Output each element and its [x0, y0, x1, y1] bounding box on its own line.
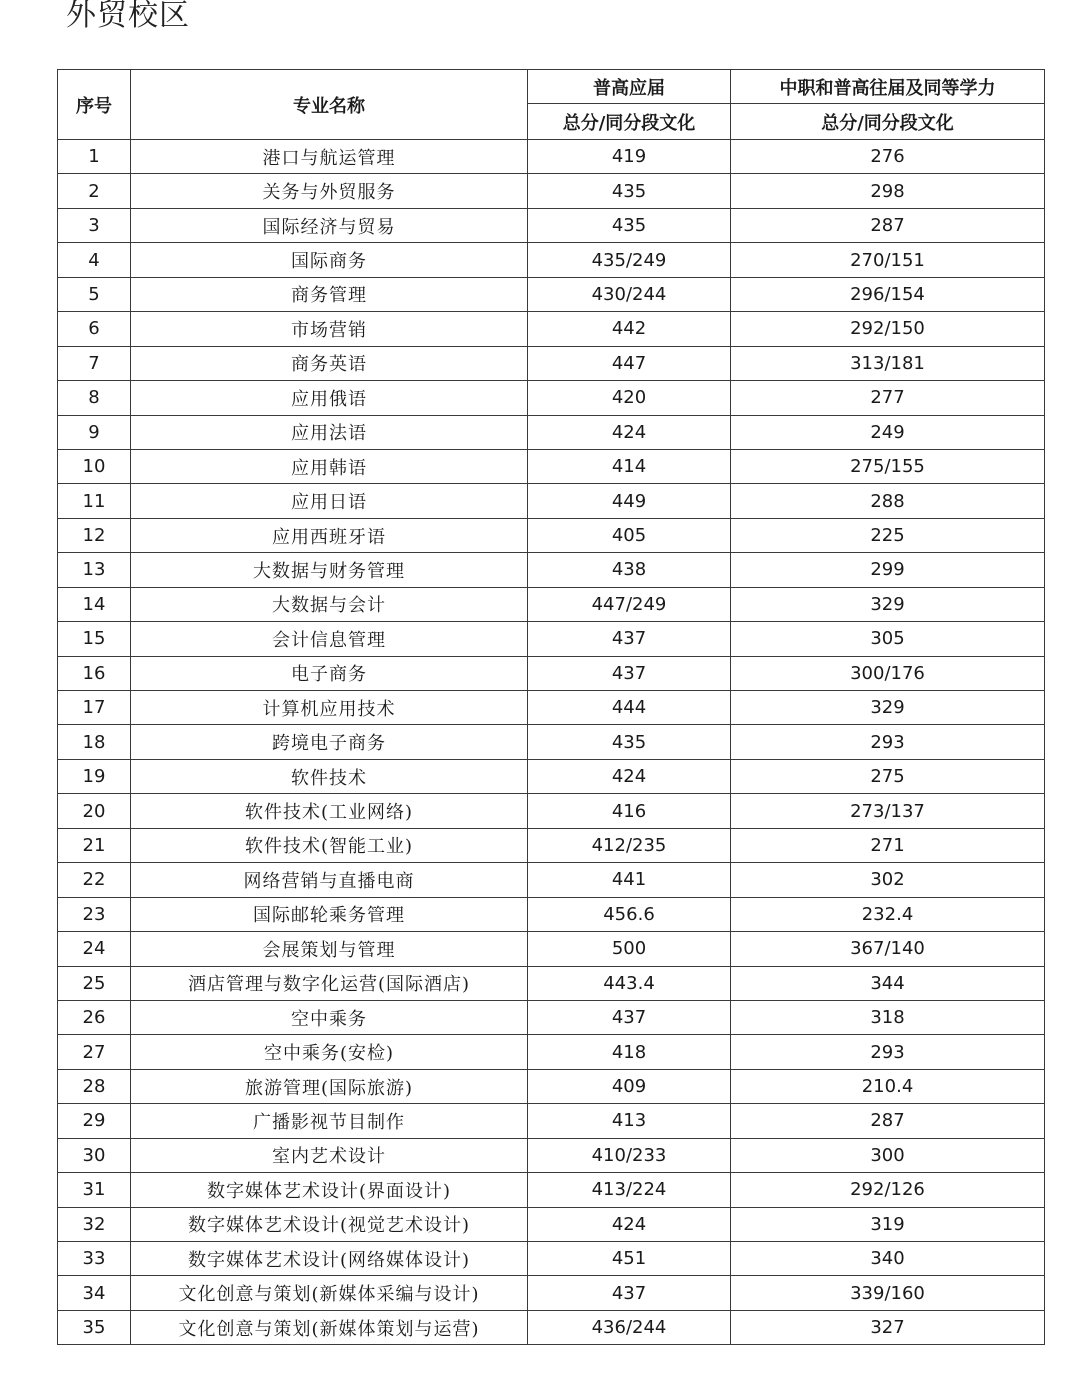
cell-seq: 26	[58, 1000, 131, 1034]
cell-seq: 9	[58, 415, 131, 449]
cell-major-name: 数字媒体艺术设计(界面设计)	[131, 1173, 528, 1207]
cell-pugao-score: 424	[528, 1207, 731, 1241]
cell-seq: 29	[58, 1104, 131, 1138]
cell-vocational-score: 302	[731, 863, 1045, 897]
cell-major-name: 软件技术	[131, 759, 528, 793]
cell-seq: 23	[58, 897, 131, 931]
cell-pugao-score: 424	[528, 415, 731, 449]
cell-vocational-score: 339/160	[731, 1276, 1045, 1310]
cell-major-name: 网络营销与直播电商	[131, 863, 528, 897]
cell-seq: 32	[58, 1207, 131, 1241]
cell-pugao-score: 435/249	[528, 243, 731, 277]
cell-seq: 19	[58, 759, 131, 793]
cell-major-name: 数字媒体艺术设计(视觉艺术设计)	[131, 1207, 528, 1241]
table-row	[58, 277, 1045, 311]
table-row	[58, 932, 1045, 966]
table-row	[58, 1310, 1045, 1344]
table-row	[58, 1173, 1045, 1207]
cell-seq: 31	[58, 1173, 131, 1207]
cell-major-name: 大数据与会计	[131, 587, 528, 621]
cell-seq: 15	[58, 622, 131, 656]
cell-vocational-score: 287	[731, 1104, 1045, 1138]
cell-vocational-score: 340	[731, 1242, 1045, 1276]
cell-major-name: 国际商务	[131, 243, 528, 277]
cell-major-name: 应用俄语	[131, 381, 528, 415]
cell-seq: 6	[58, 312, 131, 346]
cell-pugao-score: 413/224	[528, 1173, 731, 1207]
table-row	[58, 1207, 1045, 1241]
table-row	[58, 828, 1045, 862]
cell-seq: 20	[58, 794, 131, 828]
cell-seq: 3	[58, 208, 131, 242]
cell-major-name: 市场营销	[131, 312, 528, 346]
cell-major-name: 会计信息管理	[131, 622, 528, 656]
cell-pugao-score: 456.6	[528, 897, 731, 931]
table-row	[58, 1104, 1045, 1138]
table-row	[58, 1035, 1045, 1069]
cell-pugao-score: 437	[528, 1276, 731, 1310]
cell-pugao-score: 420	[528, 381, 731, 415]
cell-vocational-score: 292/126	[731, 1173, 1045, 1207]
cell-major-name: 文化创意与策划(新媒体采编与设计)	[131, 1276, 528, 1310]
cell-seq: 7	[58, 346, 131, 380]
cell-seq: 13	[58, 553, 131, 587]
cell-major-name: 广播影视节目制作	[131, 1104, 528, 1138]
cell-major-name: 软件技术(智能工业)	[131, 828, 528, 862]
cell-pugao-score: 424	[528, 759, 731, 793]
cell-seq: 33	[58, 1242, 131, 1276]
table-row	[58, 518, 1045, 552]
cell-major-name: 旅游管理(国际旅游)	[131, 1069, 528, 1103]
table-row	[58, 759, 1045, 793]
cell-seq: 14	[58, 587, 131, 621]
cell-pugao-score: 438	[528, 553, 731, 587]
cell-major-name: 室内艺术设计	[131, 1138, 528, 1172]
cell-vocational-score: 270/151	[731, 243, 1045, 277]
table-row	[58, 587, 1045, 621]
cell-vocational-score: 292/150	[731, 312, 1045, 346]
cell-seq: 11	[58, 484, 131, 518]
cell-vocational-score: 293	[731, 1035, 1045, 1069]
column-header-pugao-current: 普高应届	[528, 70, 731, 104]
cell-major-name: 应用西班牙语	[131, 518, 528, 552]
table-row	[58, 174, 1045, 208]
cell-pugao-score: 436/244	[528, 1310, 731, 1344]
cell-major-name: 应用韩语	[131, 449, 528, 483]
cell-major-name: 酒店管理与数字化运营(国际酒店)	[131, 966, 528, 1000]
table-header	[58, 70, 1045, 140]
cell-major-name: 软件技术(工业网络)	[131, 794, 528, 828]
cell-pugao-score: 443.4	[528, 966, 731, 1000]
cell-pugao-score: 451	[528, 1242, 731, 1276]
cell-vocational-score: 288	[731, 484, 1045, 518]
cell-seq: 30	[58, 1138, 131, 1172]
cell-pugao-score: 444	[528, 691, 731, 725]
cell-major-name: 港口与航运管理	[131, 140, 528, 174]
cell-vocational-score: 210.4	[731, 1069, 1045, 1103]
cell-vocational-score: 305	[731, 622, 1045, 656]
cell-vocational-score: 225	[731, 518, 1045, 552]
cell-major-name: 计算机应用技术	[131, 691, 528, 725]
cell-major-name: 商务管理	[131, 277, 528, 311]
cell-major-name: 国际邮轮乘务管理	[131, 897, 528, 931]
cell-vocational-score: 367/140	[731, 932, 1045, 966]
cell-pugao-score: 437	[528, 622, 731, 656]
cell-vocational-score: 300	[731, 1138, 1045, 1172]
table-row	[58, 656, 1045, 690]
cell-major-name: 电子商务	[131, 656, 528, 690]
cell-pugao-score: 414	[528, 449, 731, 483]
cell-pugao-score: 449	[528, 484, 731, 518]
cell-vocational-score: 318	[731, 1000, 1045, 1034]
table-row	[58, 725, 1045, 759]
table-row	[58, 794, 1045, 828]
column-header-vocational-prior: 中职和普高往届及同等学力	[731, 70, 1045, 104]
cell-pugao-score: 435	[528, 208, 731, 242]
admission-score-table	[57, 69, 1045, 1345]
cell-vocational-score: 277	[731, 381, 1045, 415]
cell-vocational-score: 275	[731, 759, 1045, 793]
cell-vocational-score: 300/176	[731, 656, 1045, 690]
table-row	[58, 484, 1045, 518]
cell-vocational-score: 298	[731, 174, 1045, 208]
table-body	[58, 140, 1045, 1345]
cell-vocational-score: 271	[731, 828, 1045, 862]
table-row	[58, 449, 1045, 483]
cell-seq: 8	[58, 381, 131, 415]
table-row	[58, 1138, 1045, 1172]
cell-pugao-score: 441	[528, 863, 731, 897]
table-row	[58, 243, 1045, 277]
cell-major-name: 大数据与财务管理	[131, 553, 528, 587]
cell-seq: 4	[58, 243, 131, 277]
cell-major-name: 数字媒体艺术设计(网络媒体设计)	[131, 1242, 528, 1276]
cell-major-name: 空中乘务	[131, 1000, 528, 1034]
cell-pugao-score: 435	[528, 725, 731, 759]
cell-major-name: 会展策划与管理	[131, 932, 528, 966]
cell-seq: 21	[58, 828, 131, 862]
table-row	[58, 897, 1045, 931]
cell-vocational-score: 296/154	[731, 277, 1045, 311]
cell-seq: 2	[58, 174, 131, 208]
cell-seq: 22	[58, 863, 131, 897]
cell-seq: 17	[58, 691, 131, 725]
cell-major-name: 空中乘务(安检)	[131, 1035, 528, 1069]
cell-vocational-score: 273/137	[731, 794, 1045, 828]
cell-seq: 16	[58, 656, 131, 690]
column-header-seq: 序号	[58, 70, 131, 140]
cell-major-name: 应用法语	[131, 415, 528, 449]
cell-pugao-score: 416	[528, 794, 731, 828]
cell-pugao-score: 405	[528, 518, 731, 552]
table-row	[58, 553, 1045, 587]
cell-seq: 10	[58, 449, 131, 483]
cell-pugao-score: 435	[528, 174, 731, 208]
table-row	[58, 966, 1045, 1000]
page-title: 外贸校区	[66, 0, 190, 33]
cell-major-name: 关务与外贸服务	[131, 174, 528, 208]
cell-seq: 5	[58, 277, 131, 311]
table-row	[58, 381, 1045, 415]
table-row	[58, 312, 1045, 346]
cell-major-name: 文化创意与策划(新媒体策划与运营)	[131, 1310, 528, 1344]
cell-major-name: 跨境电子商务	[131, 725, 528, 759]
cell-pugao-score: 437	[528, 656, 731, 690]
cell-pugao-score: 409	[528, 1069, 731, 1103]
subheader-pugao-score: 总分/同分段文化	[528, 104, 731, 140]
table-row	[58, 863, 1045, 897]
cell-seq: 34	[58, 1276, 131, 1310]
cell-vocational-score: 232.4	[731, 897, 1045, 931]
cell-pugao-score: 412/235	[528, 828, 731, 862]
cell-vocational-score: 293	[731, 725, 1045, 759]
table-row	[58, 622, 1045, 656]
table-row	[58, 1069, 1045, 1103]
table-row	[58, 346, 1045, 380]
table-row	[58, 691, 1045, 725]
cell-major-name: 应用日语	[131, 484, 528, 518]
table-row	[58, 1000, 1045, 1034]
table-row	[58, 208, 1045, 242]
cell-pugao-score: 418	[528, 1035, 731, 1069]
cell-seq: 1	[58, 140, 131, 174]
cell-pugao-score: 447/249	[528, 587, 731, 621]
cell-seq: 27	[58, 1035, 131, 1069]
cell-major-name: 国际经济与贸易	[131, 208, 528, 242]
cell-seq: 24	[58, 932, 131, 966]
cell-seq: 18	[58, 725, 131, 759]
table-row	[58, 415, 1045, 449]
cell-vocational-score: 313/181	[731, 346, 1045, 380]
cell-vocational-score: 287	[731, 208, 1045, 242]
table-row	[58, 1276, 1045, 1310]
cell-vocational-score: 249	[731, 415, 1045, 449]
cell-vocational-score: 327	[731, 1310, 1045, 1344]
cell-seq: 35	[58, 1310, 131, 1344]
cell-seq: 28	[58, 1069, 131, 1103]
cell-vocational-score: 319	[731, 1207, 1045, 1241]
cell-vocational-score: 275/155	[731, 449, 1045, 483]
cell-pugao-score: 437	[528, 1000, 731, 1034]
subheader-vocational-score: 总分/同分段文化	[731, 104, 1045, 140]
cell-vocational-score: 329	[731, 587, 1045, 621]
cell-major-name: 商务英语	[131, 346, 528, 380]
table-row	[58, 140, 1045, 174]
cell-pugao-score: 430/244	[528, 277, 731, 311]
cell-pugao-score: 410/233	[528, 1138, 731, 1172]
table-row	[58, 1242, 1045, 1276]
cell-pugao-score: 419	[528, 140, 731, 174]
cell-pugao-score: 447	[528, 346, 731, 380]
cell-seq: 12	[58, 518, 131, 552]
cell-pugao-score: 442	[528, 312, 731, 346]
column-header-major: 专业名称	[131, 70, 528, 140]
cell-pugao-score: 413	[528, 1104, 731, 1138]
cell-vocational-score: 299	[731, 553, 1045, 587]
cell-seq: 25	[58, 966, 131, 1000]
cell-vocational-score: 276	[731, 140, 1045, 174]
cell-vocational-score: 329	[731, 691, 1045, 725]
cell-pugao-score: 500	[528, 932, 731, 966]
cell-vocational-score: 344	[731, 966, 1045, 1000]
